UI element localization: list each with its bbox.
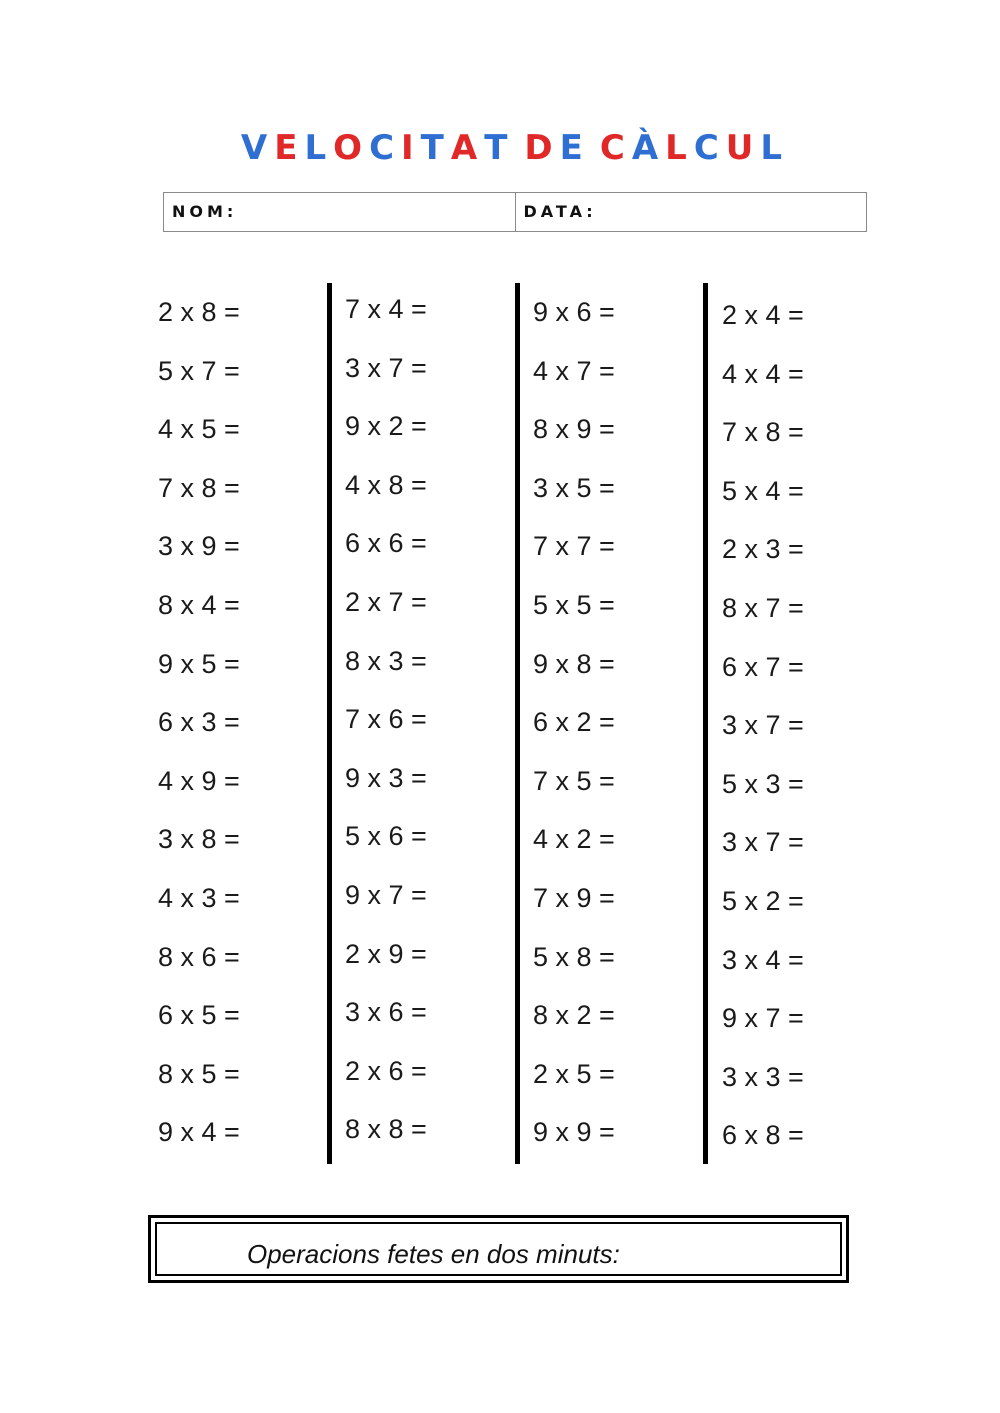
multiplication-problem: 5 x 2 = xyxy=(722,886,804,916)
multiplication-problem: 6 x 5 = xyxy=(158,1000,240,1030)
multiplication-problem: 3 x 7 = xyxy=(722,710,804,740)
multiplication-problem: 3 x 3 = xyxy=(722,1062,804,1092)
multiplication-problem: 3 x 7 = xyxy=(345,353,427,383)
multiplication-problem: 8 x 5 = xyxy=(158,1059,240,1089)
title-letter xyxy=(514,128,524,168)
title-letter: E xyxy=(559,128,590,168)
multiplication-problem: 6 x 2 = xyxy=(533,707,615,737)
multiplication-problem: 9 x 2 = xyxy=(345,411,427,441)
date-label: DATA: xyxy=(523,202,597,221)
title-letter xyxy=(590,128,600,168)
multiplication-problem: 5 x 8 = xyxy=(533,942,615,972)
column-divider xyxy=(327,283,332,1164)
multiplication-problem: 5 x 7 = xyxy=(158,356,240,386)
multiplication-problem: 3 x 6 = xyxy=(345,997,427,1027)
multiplication-problem: 2 x 7 = xyxy=(345,587,427,617)
multiplication-problem: 2 x 5 = xyxy=(533,1059,615,1089)
name-field[interactable] xyxy=(164,193,515,231)
multiplication-problem: 9 x 3 = xyxy=(345,763,427,793)
multiplication-problem: 4 x 7 = xyxy=(533,356,615,386)
title-letter: L xyxy=(665,128,694,168)
multiplication-problem: 2 x 9 = xyxy=(345,939,427,969)
column-divider xyxy=(703,283,708,1164)
multiplication-problem: 9 x 6 = xyxy=(533,297,615,327)
multiplication-problem: 4 x 2 = xyxy=(533,824,615,854)
date-field[interactable] xyxy=(515,193,867,231)
title-letter: À xyxy=(631,128,666,168)
footer-text: Operacions fetes en dos minuts: xyxy=(247,1239,620,1269)
multiplication-problem: 4 x 3 = xyxy=(158,883,240,913)
multiplication-problem: 8 x 3 = xyxy=(345,646,427,676)
column-divider xyxy=(515,283,520,1164)
multiplication-problem: 5 x 6 = xyxy=(345,821,427,851)
multiplication-problem: 6 x 3 = xyxy=(158,707,240,737)
title-letter: C xyxy=(369,128,402,168)
multiplication-problem: 4 x 4 = xyxy=(722,359,804,389)
multiplication-problem: 4 x 9 = xyxy=(158,766,240,796)
title-letter: U xyxy=(725,128,761,168)
multiplication-problem: 5 x 5 = xyxy=(533,590,615,620)
multiplication-problem: 7 x 9 = xyxy=(533,883,615,913)
multiplication-problem: 8 x 7 = xyxy=(722,593,804,623)
multiplication-problem: 7 x 6 = xyxy=(345,704,427,734)
title-letter: T xyxy=(484,128,515,168)
multiplication-problem: 8 x 8 = xyxy=(345,1114,427,1144)
multiplication-problem: 5 x 3 = xyxy=(722,769,804,799)
title-letter: V xyxy=(240,128,275,168)
multiplication-problem: 9 x 4 = xyxy=(158,1117,240,1147)
multiplication-problem: 9 x 7 = xyxy=(345,880,427,910)
name-date-table xyxy=(163,192,867,232)
footer-inner-border xyxy=(155,1222,842,1276)
multiplication-problem: 3 x 5 = xyxy=(533,473,615,503)
multiplication-problem: 2 x 3 = xyxy=(722,534,804,564)
multiplication-problem: 9 x 8 = xyxy=(533,649,615,679)
footer-box xyxy=(148,1215,849,1283)
name-label: NOM: xyxy=(172,202,238,221)
title-letter: T xyxy=(420,128,451,168)
multiplication-problem: 4 x 5 = xyxy=(158,414,240,444)
multiplication-problem: 8 x 6 = xyxy=(158,942,240,972)
multiplication-problem: 6 x 7 = xyxy=(722,652,804,682)
multiplication-problem: 3 x 8 = xyxy=(158,824,240,854)
multiplication-problem: 7 x 8 = xyxy=(158,473,240,503)
title-letter: L xyxy=(304,128,334,168)
title-letter: C xyxy=(599,128,632,168)
multiplication-problem: 9 x 5 = xyxy=(158,649,240,679)
multiplication-problem: 8 x 4 = xyxy=(158,590,240,620)
title-letter: D xyxy=(524,128,560,168)
multiplication-problem: 4 x 8 = xyxy=(345,470,427,500)
multiplication-problem: 7 x 5 = xyxy=(533,766,615,796)
multiplication-problem: 5 x 4 = xyxy=(722,476,804,506)
title-letter: L xyxy=(760,128,790,168)
multiplication-problem: 9 x 7 = xyxy=(722,1003,804,1033)
page-title xyxy=(0,128,1000,168)
multiplication-problem: 8 x 9 = xyxy=(533,414,615,444)
multiplication-problem: 6 x 6 = xyxy=(345,528,427,558)
multiplication-problem: 2 x 6 = xyxy=(345,1056,427,1086)
multiplication-problem: 2 x 4 = xyxy=(722,300,804,330)
multiplication-problem: 7 x 7 = xyxy=(533,531,615,561)
multiplication-problem: 2 x 8 = xyxy=(158,297,240,327)
title-letter: A xyxy=(450,128,485,168)
multiplication-problem: 9 x 9 = xyxy=(533,1117,615,1147)
multiplication-problem: 6 x 8 = xyxy=(722,1120,804,1150)
multiplication-problem: 3 x 7 = xyxy=(722,827,804,857)
title-letter: C xyxy=(693,128,726,168)
multiplication-problem: 7 x 4 = xyxy=(345,294,427,324)
multiplication-problem: 7 x 8 = xyxy=(722,417,804,447)
multiplication-problem: 3 x 4 = xyxy=(722,945,804,975)
title-letter: E xyxy=(274,128,305,168)
multiplication-problem: 8 x 2 = xyxy=(533,1000,615,1030)
multiplication-problem: 3 x 9 = xyxy=(158,531,240,561)
title-letter: I xyxy=(401,128,421,168)
title-letter: O xyxy=(333,128,370,168)
